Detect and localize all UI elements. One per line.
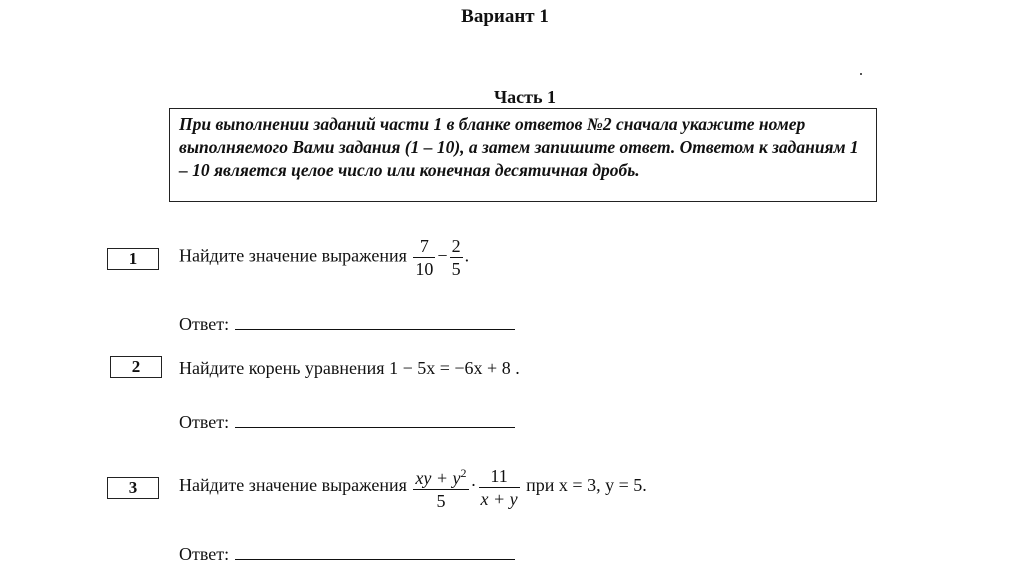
variant-title: Вариант 1 <box>461 6 549 27</box>
task-2 <box>179 358 520 379</box>
answer-2-line[interactable] <box>235 411 515 428</box>
answer-2-label: Ответ: <box>179 412 230 432</box>
answer-1 <box>179 313 515 335</box>
task-3-condition: при x = 3, y = 5. <box>526 475 647 496</box>
answer-1-label: Ответ: <box>179 314 230 334</box>
task-1-fraction-1 <box>413 235 435 280</box>
task-3-fraction-1-numerator <box>413 462 468 489</box>
task-1-fraction-1-numerator: 7 <box>419 236 429 256</box>
task-1-fraction-2-numerator: 2 <box>451 236 461 256</box>
task-1 <box>179 235 469 280</box>
task-3-fraction-2-numerator: 11 <box>490 465 508 486</box>
task-1-operator: − <box>437 245 448 266</box>
task-1-end: . <box>464 245 470 266</box>
task-3-numerator-base: xy + y <box>415 468 461 488</box>
task-1-fraction-1-denominator: 10 <box>415 259 434 279</box>
answer-3 <box>179 543 515 565</box>
task-3-fraction-2-denominator: x + y <box>480 488 518 509</box>
task-2-equation: 1 − 5x = −6x + 8 . <box>389 358 520 378</box>
answer-3-label: Ответ: <box>179 544 230 564</box>
answer-3-line[interactable] <box>235 543 515 560</box>
part-title: Часть 1 <box>493 87 557 107</box>
answer-2 <box>179 411 515 433</box>
task-3-fraction-2 <box>479 465 520 510</box>
task-3-fraction-1 <box>413 462 468 512</box>
instructions-box: При выполнении заданий части 1 в бланке ответов №2 сначала укажите номер выполняемого Вами задания (1 – 10), а затем запишите ответ. Ответом к заданиям 1 – 10 является целое число или конечная десятичная дробь. <box>169 108 877 202</box>
task-number-3: 3 <box>107 477 159 499</box>
task-1-fraction-2-denominator: 5 <box>451 259 461 279</box>
task-3-operator: · <box>470 475 477 496</box>
task-3-text: Найдите значение выражения <box>179 475 407 496</box>
task-number-1: 1 <box>107 248 159 270</box>
task-number-2: 2 <box>110 356 162 378</box>
task-1-text: Найдите значение выражения <box>179 245 407 266</box>
task-3-fraction-1-denominator: 5 <box>413 489 468 512</box>
scan-speck <box>860 73 862 75</box>
task-3 <box>179 462 647 512</box>
task-3-numerator-exponent: 2 <box>460 466 467 480</box>
answer-1-line[interactable] <box>235 313 515 330</box>
task-1-fraction-2 <box>450 235 463 280</box>
task-2-text: Найдите корень уравнения <box>179 358 385 378</box>
